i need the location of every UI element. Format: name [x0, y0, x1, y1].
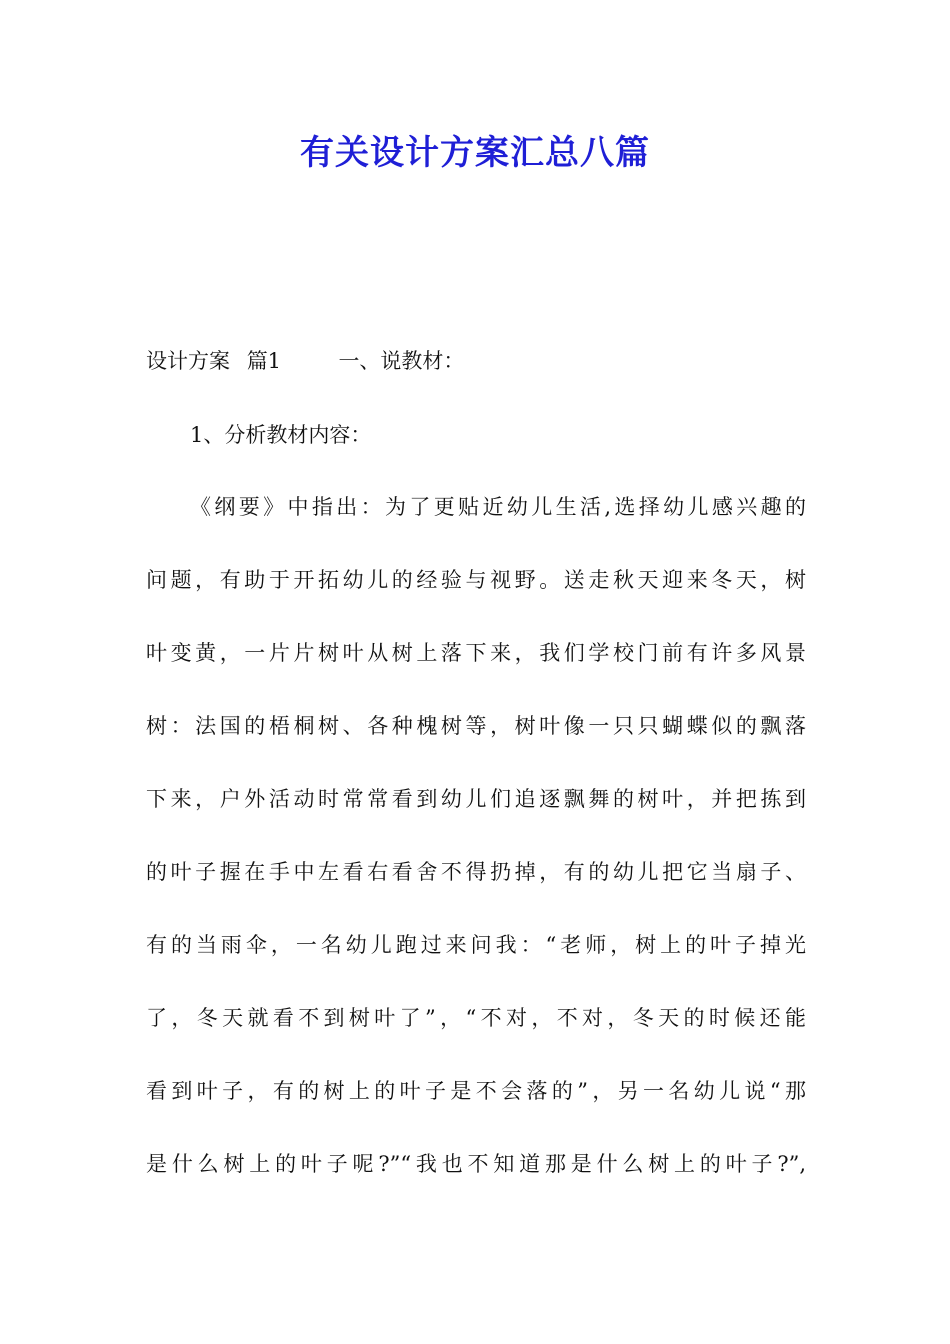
paragraph-line: 看到叶子，有的树上的叶子是不会落的”，另一名幼儿说“那	[146, 1079, 806, 1103]
paragraph-line: 了，冬天就看不到树叶了”，“不对，不对，冬天的时候还能	[146, 1006, 806, 1030]
paragraph-line: 的叶子握在手中左看右看舍不得扔掉，有的幼儿把它当扇子、	[146, 860, 806, 884]
body-paragraph	[146, 490, 806, 1220]
section-label: 设计方案	[146, 349, 230, 373]
paragraph-line: 是什么树上的叶子呢?”“我也不知道那是什么树上的叶子?”,	[146, 1152, 806, 1176]
subsection-heading: 1、分析教材内容：	[190, 423, 372, 447]
section-heading	[146, 344, 826, 378]
paragraph-line: 问题，有助于开拓幼儿的经验与视野。送走秋天迎来冬天，树	[146, 568, 806, 592]
section-number: 篇1	[246, 349, 282, 373]
paragraph-line: 下来，户外活动时常常看到幼儿们追逐飘舞的树叶，并把拣到	[146, 787, 806, 811]
section-title: 一、说教材：	[338, 349, 465, 373]
paragraph-line: 叶变黄，一片片树叶从树上落下来，我们学校门前有许多风景	[146, 641, 806, 665]
paragraph-line: 《纲要》中指出：为了更贴近幼儿生活,选择幼儿感兴趣的	[190, 495, 806, 519]
paragraph-line: 有的当雨伞，一名幼儿跑过来问我：“老师，树上的叶子掉光	[146, 933, 806, 957]
paragraph-line: 树：法国的梧桐树、各种槐树等，树叶像一只只蝴蝶似的飘落	[146, 714, 806, 738]
document-title: 有关设计方案汇总八篇	[300, 133, 650, 173]
